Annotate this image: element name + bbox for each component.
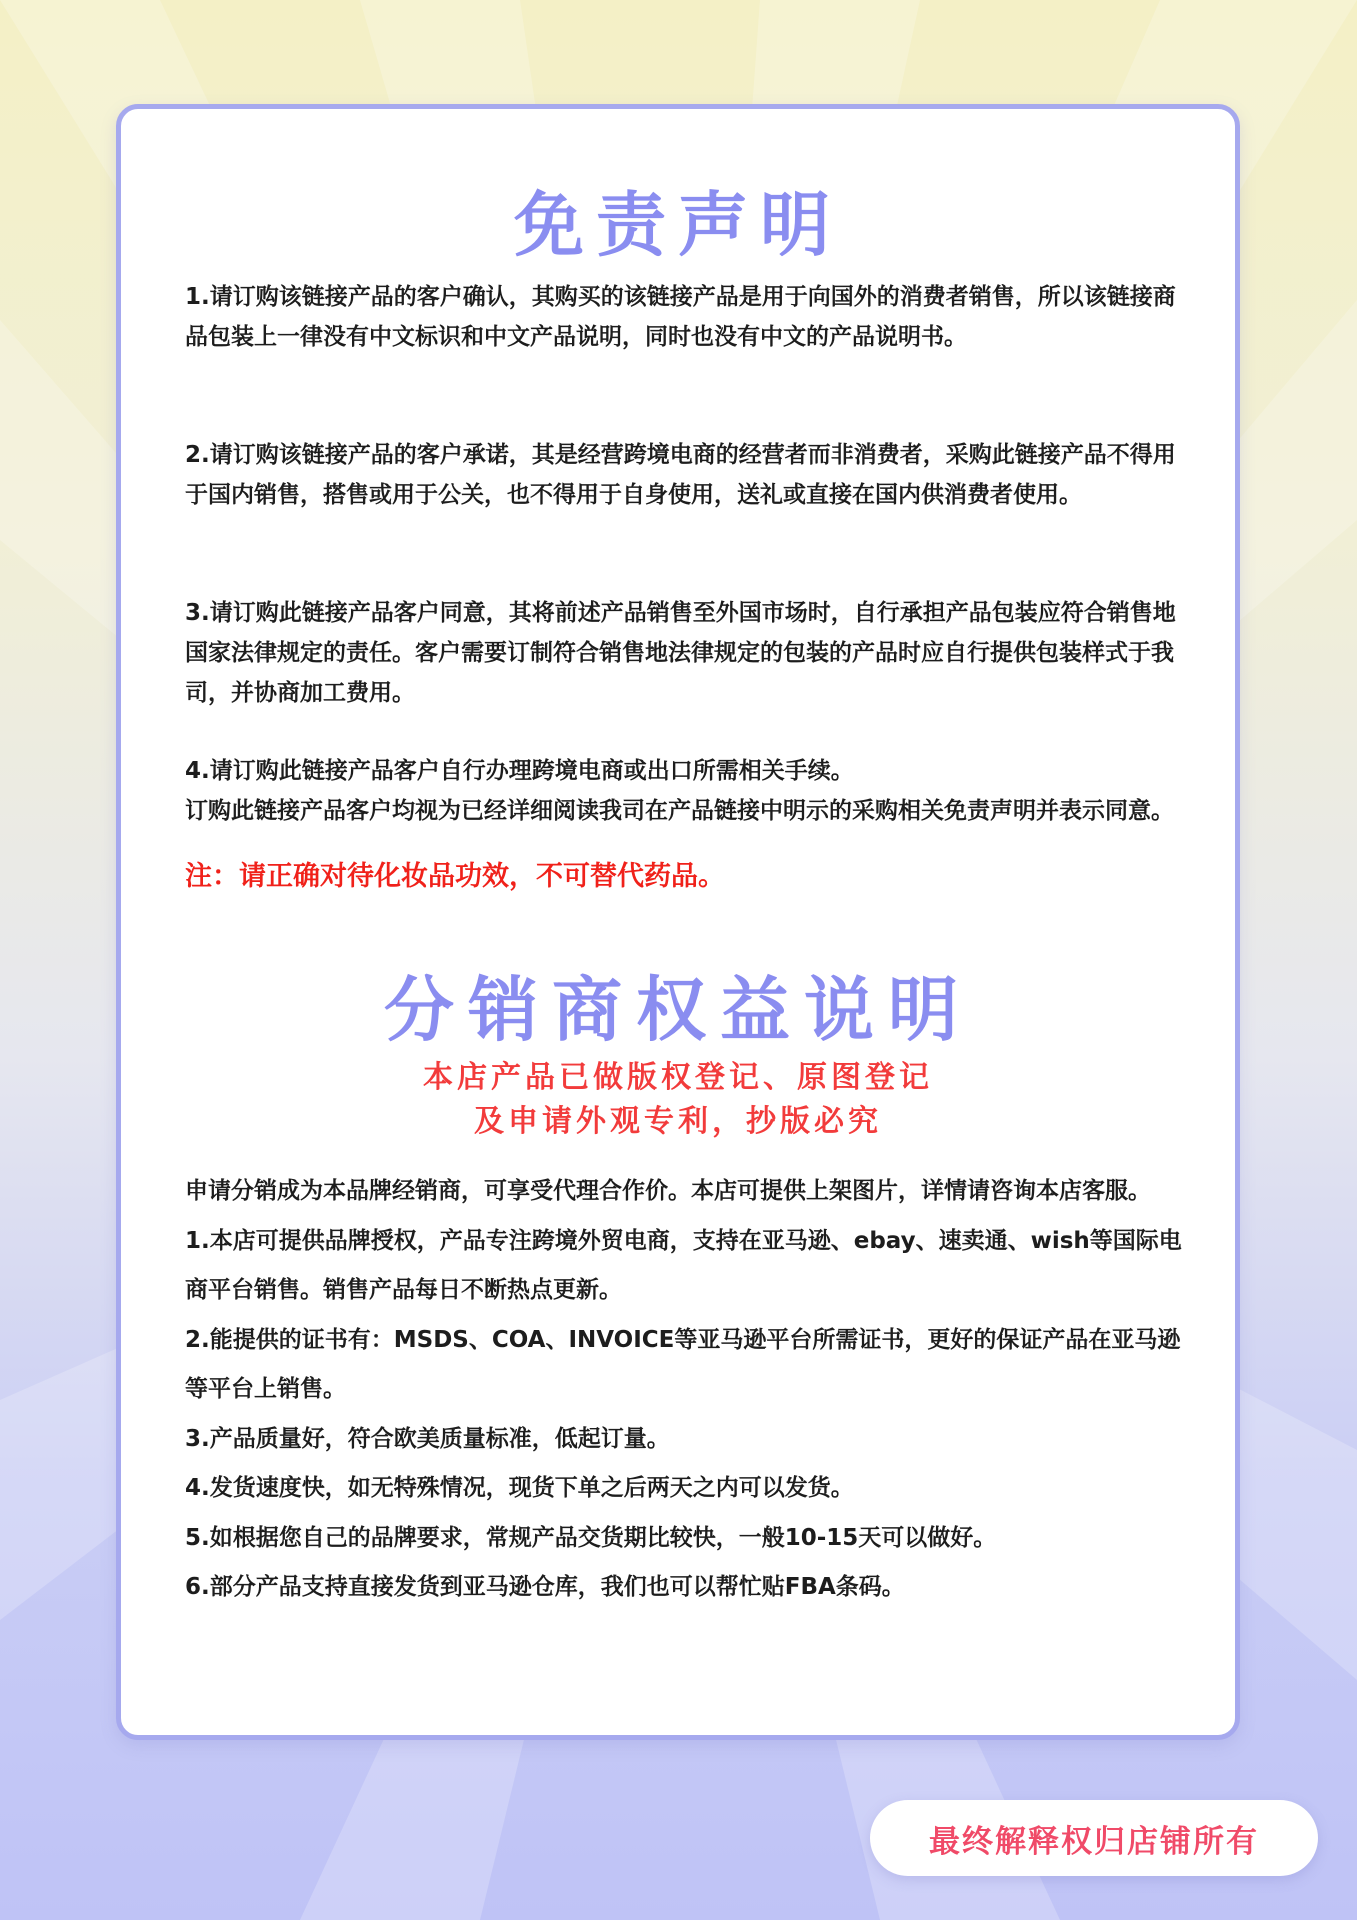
list-item: 2.能提供的证书有：MSDS、COA、INVOICE等亚马逊平台所需证书，更好的保证产品在亚马逊等平台上销售。 xyxy=(185,1326,1181,1402)
list-item: 1.本店可提供品牌授权，产品专注跨境外贸电商，支持在亚马逊、ebay、速卖通、wish等国际电商平台销售。销售产品每日不断热点更新。 xyxy=(185,1227,1182,1303)
disclaimer-title: 免责声明 xyxy=(514,184,842,266)
list-item: 4.发货速度快，如无特殊情况，现货下单之后两天之内可以发货。 xyxy=(185,1475,854,1501)
footer-badge xyxy=(870,1800,1318,1876)
distributor-title: 分销商权益说明 xyxy=(384,969,972,1051)
copyright-notice-line-2: 及申请外观专利，抄版必究 xyxy=(474,1104,882,1139)
list-item: 5.如根据您自己的品牌要求，常规产品交货期比较快，一般10-15天可以做好。 xyxy=(185,1524,997,1551)
cosmetics-note: 注：请正确对待化妆品功效，不可替代药品。 xyxy=(185,861,725,892)
disclaimer-paragraph-4: 4.请订购此链接产品客户自行办理跨境电商或出口所需相关手续。 xyxy=(185,758,854,784)
distributor-benefits-list xyxy=(185,1167,1185,1613)
disclaimer-paragraph-3: 3.请订购此链接产品客户同意，其将前述产品销售至外国市场时，自行承担产品包装应符合销售地国家法律规定的责任。客户需要订制符合销售地法律规定的包装的产品时应自行提供包装样式于我司，并协商加工费用。 xyxy=(185,600,1176,706)
list-item: 3.产品质量好，符合欧美质量标准，低起订量。 xyxy=(185,1425,670,1452)
disclaimer-paragraph-2: 2.请订购该链接产品的客户承诺，其是经营跨境电商的经营者而非消费者，采购此链接产品不得用于国内销售，搭售或用于公关，也不得用于自身使用，送礼或直接在国内供消费者使用。 xyxy=(185,442,1176,508)
copyright-notice-line-1: 本店产品已做版权登记、原图登记 xyxy=(423,1060,933,1095)
disclaimer-agreement: 订购此链接产品客户均视为已经详细阅读我司在产品链接中明示的采购相关免责声明并表示同意。 xyxy=(185,798,1174,824)
footer-badge-text: 最终解释权归店铺所有 xyxy=(929,1823,1259,1860)
disclaimer-paragraph-1: 1.请订购该链接产品的客户确认，其购买的该链接产品是用于向国外的消费者销售，所以该链接商品包装上一律没有中文标识和中文产品说明，同时也没有中文的产品说明书。 xyxy=(185,284,1176,350)
list-item: 申请分销成为本品牌经销商，可享受代理合作价。本店可提供上架图片，详情请咨询本店客服。 xyxy=(185,1178,1151,1204)
list-item: 6.部分产品支持直接发货到亚马逊仓库，我们也可以帮忙贴FBA条码。 xyxy=(185,1574,905,1600)
content-card xyxy=(116,104,1240,1740)
